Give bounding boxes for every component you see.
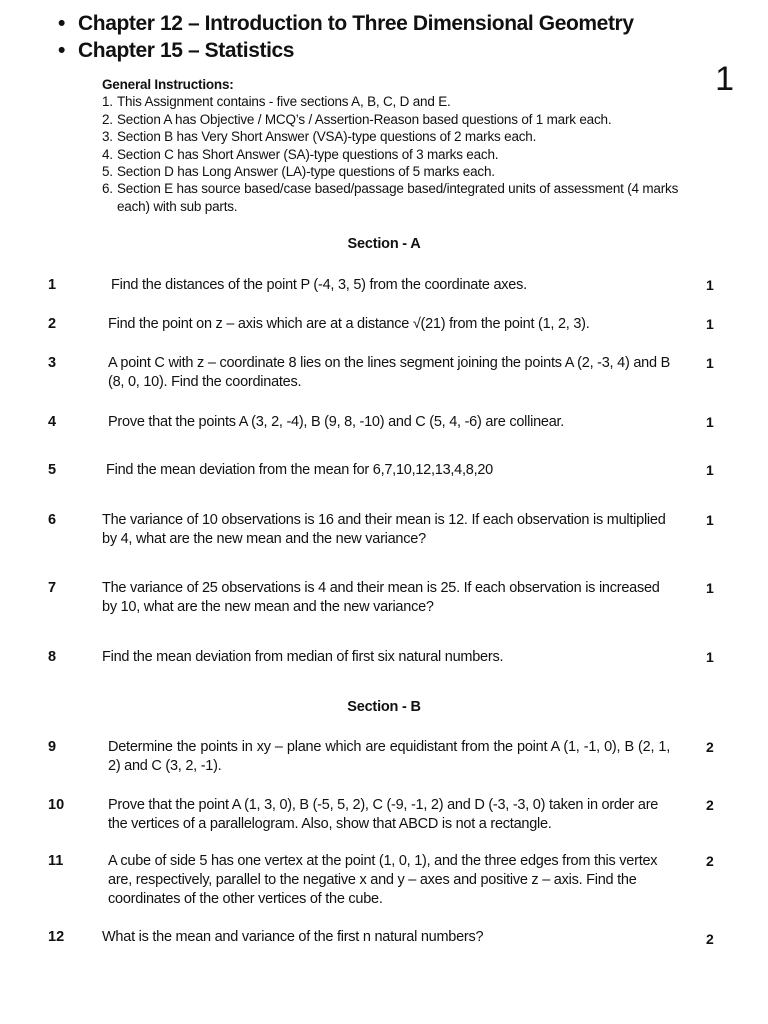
chapter-title: Chapter 12 – Introduction to Three Dimensional Geometry <box>78 12 634 35</box>
question-text: What is the mean and variance of the first n natural numbers? <box>102 929 484 945</box>
question-text: Find the distances of the point P (-4, 3, 5) from the coordinate axes. <box>111 277 527 293</box>
question-marks: 1 <box>706 355 714 371</box>
question-number: 2 <box>48 316 57 332</box>
bullet-icon: • <box>58 12 65 35</box>
question-number: 1 <box>48 277 57 293</box>
question-text: Find the mean deviation from the mean for 6,7,10,12,13,4,8,20 <box>106 462 493 478</box>
instruction-item <box>102 146 702 163</box>
question-number: 12 <box>48 929 65 945</box>
question-marks: 1 <box>706 316 714 332</box>
section-b-heading: Section - B <box>347 699 421 715</box>
question-number: 5 <box>48 462 57 478</box>
instruction-text: Section D has Long Answer (LA)-type questions of 5 marks each. <box>117 164 495 180</box>
question-marks: 2 <box>706 797 714 813</box>
question-text: Find the mean deviation from median of first six natural numbers. <box>102 649 504 665</box>
question-text: Find the point on z – axis which are at a distance √(21) from the point (1, 2, 3). <box>108 316 590 332</box>
instruction-number: 3. <box>102 129 113 145</box>
page-number: 1 <box>715 60 734 98</box>
instruction-item <box>102 93 702 110</box>
instruction-number: 2. <box>102 111 113 127</box>
chapter-list <box>56 10 634 64</box>
question-number: 8 <box>48 649 57 665</box>
instruction-number: 5. <box>102 164 113 180</box>
instruction-number: 4. <box>102 146 113 162</box>
instruction-text: Section B has Very Short Answer (VSA)-type questions of 2 marks each. <box>117 129 537 145</box>
question-marks: 1 <box>706 580 714 596</box>
instruction-item <box>102 128 702 145</box>
question-text: The variance of 10 observations is 16 and their mean is 12. If each observation is multiplied by 4, what are the new mean and the new variance? <box>102 512 666 547</box>
question-number: 4 <box>48 414 57 430</box>
question-number: 6 <box>48 512 57 528</box>
question-text: Prove that the points A (3, 2, -4), B (9, 8, -10) and C (5, 4, -6) are collinear. <box>108 414 565 430</box>
question-number: 3 <box>48 355 57 371</box>
instruction-text: Section C has Short Answer (SA)-type questions of 3 marks each. <box>117 146 499 162</box>
instruction-number: 6. <box>102 181 113 197</box>
question-number: 11 <box>48 853 64 869</box>
instruction-item <box>102 111 702 128</box>
bullet-icon: • <box>58 39 65 62</box>
chapter-item <box>56 10 634 37</box>
question-number: 9 <box>48 739 57 755</box>
instruction-text: This Assignment contains - five sections A, B, C, D and E. <box>117 94 451 110</box>
question-text: A cube of side 5 has one vertex at the point (1, 0, 1), and the three edges from this vertex are, respectively, parallel to the negative x and y – axes and positive z – axis. Find the coordinates of the other vertices of the cube. <box>108 853 658 907</box>
question-marks: 1 <box>706 512 714 528</box>
question-marks: 2 <box>706 853 714 869</box>
instruction-number: 1. <box>102 94 113 110</box>
question-marks: 1 <box>706 277 714 293</box>
question-text: Prove that the point A (1, 3, 0), B (-5, 5, 2), C (-9, -1, 2) and D (-3, -3, 0) taken in order are the vertices of a parallelogram. Also, show that ABCD is not a rectangle. <box>108 797 659 832</box>
chapter-item <box>56 37 634 64</box>
section-a-heading: Section - A <box>347 236 421 252</box>
question-number: 7 <box>48 580 57 596</box>
question-text: A point C with z – coordinate 8 lies on the lines segment joining the points A (2, -3, 4) and B (8, 0, 10). Find the coordinates. <box>108 355 670 390</box>
question-marks: 1 <box>706 414 714 430</box>
instruction-text: Section E has source based/case based/passage based/integrated units of assessment (4 marks each) with sub parts. <box>117 181 679 214</box>
question-text: The variance of 25 observations is 4 and their mean is 25. If each observation is increased by 10, what are the new mean and the new variance? <box>102 580 660 615</box>
question-marks: 1 <box>706 649 714 665</box>
instructions-heading: General Instructions: <box>102 77 234 92</box>
chapter-title: Chapter 15 – Statistics <box>78 39 295 62</box>
question-marks: 2 <box>706 931 714 947</box>
instruction-text: Section A has Objective / MCQ’s / Assertion-Reason based questions of 1 mark each. <box>117 111 612 127</box>
question-text: Determine the points in xy – plane which are equidistant from the point A (1, -1, 0), B (2, 1, 2) and C (3, 2, -1). <box>108 739 670 774</box>
question-marks: 2 <box>706 739 714 755</box>
instruction-item <box>102 163 702 180</box>
general-instructions <box>102 76 702 215</box>
instruction-item <box>102 180 682 215</box>
question-number: 10 <box>48 797 65 813</box>
question-marks: 1 <box>706 462 714 478</box>
